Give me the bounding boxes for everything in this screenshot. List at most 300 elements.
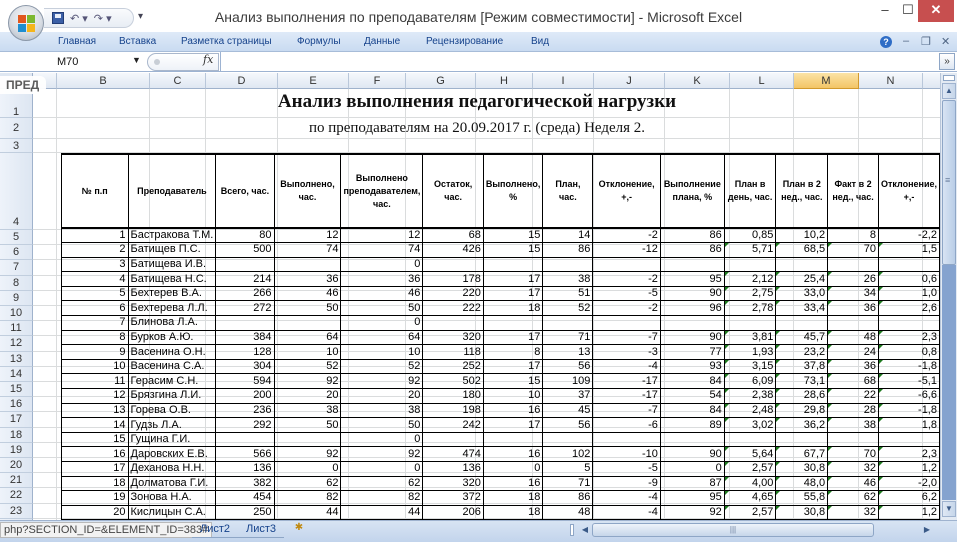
cell[interactable]: 86 [543,491,593,506]
cell[interactable]: 14 [543,228,593,243]
cell[interactable]: 272 [216,301,274,316]
cell[interactable]: -4 [593,359,660,374]
cell[interactable]: 24 [828,345,879,360]
sheet-tab-2[interactable]: Лист2 [192,522,238,538]
tab-review[interactable]: Рецензирование [426,36,504,47]
cell[interactable]: 48 [828,330,879,345]
doc-minimize-button[interactable]: – [903,35,910,47]
cell[interactable]: 4,00 [724,476,776,491]
maximize-button[interactable]: ☐ [902,2,914,17]
cell[interactable]: 0,6 [878,272,939,287]
cell[interactable]: 180 [423,389,483,404]
teacher-name-cell[interactable]: Бехтерев В.А. [128,286,216,301]
cell[interactable] [828,257,879,272]
cell[interactable]: 17 [483,330,543,345]
cell[interactable]: 77 [660,345,724,360]
cell[interactable]: 198 [423,403,483,418]
cell[interactable]: 52 [341,359,423,374]
cell[interactable]: -5 [593,462,660,477]
cell[interactable]: 68,5 [776,243,828,258]
cell[interactable]: 82 [341,491,423,506]
cell[interactable]: 594 [216,374,274,389]
cell[interactable]: 46 [341,286,423,301]
row-header[interactable]: 9 [0,291,33,306]
cell[interactable]: -1,8 [878,359,939,374]
vertical-scroll-track[interactable] [942,265,956,500]
cell[interactable]: 0 [341,257,423,272]
cell[interactable]: 48,0 [776,476,828,491]
cell[interactable]: 252 [423,359,483,374]
cell[interactable] [593,257,660,272]
cell[interactable]: 95 [660,272,724,287]
cell[interactable] [543,257,593,272]
cell[interactable]: 4,65 [724,491,776,506]
cell[interactable]: 92 [341,447,423,462]
cell[interactable]: 292 [216,418,274,433]
cell[interactable]: 64 [274,330,341,345]
tab-view[interactable]: Вид [531,36,550,47]
teacher-name-cell[interactable]: Долматова Г.И. [128,476,216,491]
cell[interactable]: 2,48 [724,403,776,418]
office-button[interactable] [8,5,44,41]
cell[interactable]: 6,2 [878,491,939,506]
cell[interactable]: 92 [660,505,724,520]
cell[interactable]: -9 [593,476,660,491]
cell[interactable]: 2,75 [724,286,776,301]
cell[interactable]: 38 [274,403,341,418]
cell[interactable] [724,257,776,272]
cell[interactable]: 382 [216,476,274,491]
cell[interactable]: 73,1 [776,374,828,389]
cell[interactable] [878,432,939,447]
cell[interactable]: 22 [828,389,879,404]
teacher-name-cell[interactable]: Батищева И.В. [128,257,216,272]
cell[interactable]: 32 [828,462,879,477]
cell[interactable] [423,257,483,272]
cell[interactable]: 51 [543,286,593,301]
cell[interactable]: 566 [216,447,274,462]
cell[interactable]: 2,3 [878,330,939,345]
cell[interactable]: 62 [274,476,341,491]
sheet-tab-3[interactable]: Лист3 [238,522,284,538]
cell[interactable]: -2 [593,228,660,243]
cell[interactable]: 12 [274,228,341,243]
cell[interactable]: 90 [660,286,724,301]
cell[interactable]: 28 [828,403,879,418]
cell[interactable]: 30,8 [776,505,828,520]
cell[interactable]: 84 [660,403,724,418]
cell[interactable]: 18 [62,476,129,491]
row-header[interactable]: 10 [0,306,33,321]
scroll-up-arrow-icon[interactable]: ▲ [942,83,956,99]
cell[interactable]: -17 [593,389,660,404]
tab-home[interactable]: Главная [58,36,97,47]
cell[interactable]: 1,2 [878,505,939,520]
row-header[interactable]: 2 [0,118,33,139]
row-header[interactable]: 3 [0,139,33,153]
row-header[interactable]: 14 [0,367,33,382]
cell[interactable]: 52 [543,301,593,316]
help-icon[interactable]: ? [880,36,892,48]
name-box-dropdown-icon[interactable]: ▼ [132,55,141,65]
cell[interactable]: -2,0 [878,476,939,491]
column-header-h[interactable]: H [476,73,533,89]
cell[interactable]: 23,2 [776,345,828,360]
insert-sheet-icon[interactable]: ✱ [294,522,304,533]
teacher-name-cell[interactable]: Зонова Н.А. [128,491,216,506]
row-header[interactable]: 21 [0,473,33,488]
cell[interactable]: 2,6 [878,301,939,316]
cell[interactable] [660,316,724,331]
cell[interactable]: 220 [423,286,483,301]
cell[interactable]: 20 [341,389,423,404]
column-header[interactable] [923,73,940,89]
cell[interactable]: 50 [274,418,341,433]
split-handle[interactable] [943,75,955,81]
cell[interactable]: 0,85 [724,228,776,243]
cell[interactable]: -4 [593,491,660,506]
cell[interactable]: 236 [216,403,274,418]
cell[interactable]: 56 [543,359,593,374]
cell[interactable]: 20 [274,389,341,404]
cell[interactable]: 0,8 [878,345,939,360]
cell[interactable] [878,316,939,331]
row-header[interactable]: 8 [0,276,33,291]
cell[interactable]: 454 [216,491,274,506]
doc-restore-button[interactable]: ❐ [921,36,931,48]
cell[interactable]: 45,7 [776,330,828,345]
cell[interactable]: 2,12 [724,272,776,287]
row-header[interactable]: 18 [0,428,33,443]
cell[interactable]: 6,09 [724,374,776,389]
cell[interactable]: 7 [62,316,129,331]
cell[interactable]: 29,8 [776,403,828,418]
row-header[interactable]: 1 [0,89,33,118]
cell[interactable]: 17 [483,359,543,374]
cell[interactable] [274,432,341,447]
teacher-name-cell[interactable]: Бурков А.Ю. [128,330,216,345]
cell[interactable]: 82 [274,491,341,506]
cell[interactable]: 502 [423,374,483,389]
cell[interactable]: 92 [274,447,341,462]
cell[interactable]: 1,8 [878,418,939,433]
cell[interactable]: 109 [543,374,593,389]
cell[interactable]: 16 [483,447,543,462]
cell[interactable]: 17 [483,286,543,301]
cell[interactable]: 5,64 [724,447,776,462]
cell[interactable]: 214 [216,272,274,287]
name-box[interactable]: M70 [57,56,79,68]
row-header[interactable]: 7 [0,260,33,275]
cell[interactable] [828,316,879,331]
teacher-name-cell[interactable]: Бастракова Т.М. [128,228,216,243]
cell[interactable] [483,316,543,331]
row-header[interactable]: 23 [0,504,33,519]
vertical-scrollbar[interactable] [940,73,957,520]
row-header[interactable]: 17 [0,412,33,427]
cell[interactable]: 2,38 [724,389,776,404]
cell[interactable]: 10 [274,345,341,360]
cell[interactable]: 92 [274,374,341,389]
cell[interactable]: 86 [543,243,593,258]
cell[interactable]: 37 [543,389,593,404]
cell[interactable]: 206 [423,505,483,520]
cell[interactable]: 178 [423,272,483,287]
cell[interactable]: 92 [341,374,423,389]
cell[interactable]: 36 [341,272,423,287]
cell[interactable]: 37,8 [776,359,828,374]
cell[interactable]: 36 [828,301,879,316]
cell[interactable]: 46 [828,476,879,491]
tab-formulas[interactable]: Формулы [297,36,341,47]
cell[interactable]: 9 [62,345,129,360]
cell[interactable]: -7 [593,403,660,418]
cell[interactable]: 266 [216,286,274,301]
cell[interactable]: -2 [593,272,660,287]
cell[interactable]: 18 [483,491,543,506]
redo-button[interactable]: ↷ ▾ [93,12,112,25]
horizontal-scroll-thumb[interactable]: ||| [592,523,874,537]
row-header[interactable]: 12 [0,336,33,351]
cell[interactable]: 5 [543,462,593,477]
teacher-name-cell[interactable]: Кислицын С.А. [128,505,216,520]
cell[interactable]: 8 [828,228,879,243]
cell[interactable]: 28,6 [776,389,828,404]
cell[interactable]: 12 [341,228,423,243]
teacher-name-cell[interactable]: Батищева Н.С. [128,272,216,287]
cell[interactable]: 48 [543,505,593,520]
cell[interactable]: 25,4 [776,272,828,287]
cell[interactable]: -3 [593,345,660,360]
horizontal-scrollbar[interactable] [570,522,940,538]
teacher-name-cell[interactable]: Даровских Е.В. [128,447,216,462]
row-header[interactable]: 11 [0,321,33,336]
cell[interactable]: 222 [423,301,483,316]
cell[interactable]: 70 [828,447,879,462]
cell[interactable]: 17 [483,272,543,287]
column-header-g[interactable]: G [406,73,476,89]
cell[interactable] [216,257,274,272]
cell[interactable]: 500 [216,243,274,258]
row-header[interactable]: 22 [0,488,33,503]
cell[interactable]: 3,02 [724,418,776,433]
cell[interactable] [660,257,724,272]
column-header-c[interactable]: C [150,73,206,89]
cell[interactable]: 8 [62,330,129,345]
cell[interactable]: 55,8 [776,491,828,506]
cell[interactable]: 70 [828,243,879,258]
cell[interactable]: 1 [62,228,129,243]
cell[interactable]: 54 [660,389,724,404]
cell[interactable]: -2 [593,301,660,316]
cell[interactable]: 86 [660,228,724,243]
formula-input[interactable] [220,52,938,71]
cell[interactable]: 62 [828,491,879,506]
cell[interactable]: 118 [423,345,483,360]
cell[interactable]: 13 [543,345,593,360]
cell[interactable]: 13 [62,403,129,418]
cell[interactable]: 36,2 [776,418,828,433]
tab-data[interactable]: Данные [364,36,401,47]
cell[interactable] [724,432,776,447]
teacher-name-cell[interactable]: Батищев П.С. [128,243,216,258]
cell[interactable]: 17 [483,418,543,433]
cell[interactable]: 1,2 [878,462,939,477]
cell[interactable]: 10 [62,359,129,374]
cell[interactable] [274,316,341,331]
cell[interactable]: 242 [423,418,483,433]
cell[interactable]: 0 [660,462,724,477]
cell[interactable]: 426 [423,243,483,258]
cell[interactable]: 17 [62,462,129,477]
row-header[interactable]: 6 [0,245,33,260]
teacher-name-cell[interactable]: Герасим С.Н. [128,374,216,389]
cell[interactable]: 10 [483,389,543,404]
cell[interactable]: 56 [543,418,593,433]
cell[interactable]: 6 [62,301,129,316]
column-header-m[interactable]: M [794,73,859,89]
column-header-i[interactable]: I [533,73,594,89]
cell[interactable]: 2,57 [724,505,776,520]
cell[interactable]: 52 [274,359,341,374]
cell[interactable]: 74 [341,243,423,258]
cell[interactable]: -12 [593,243,660,258]
cell[interactable]: -2,2 [878,228,939,243]
cell[interactable]: 18 [483,505,543,520]
cell[interactable]: 38 [543,272,593,287]
cell[interactable]: 250 [216,505,274,520]
teacher-name-cell[interactable]: Горева О.В. [128,403,216,418]
column-header-b[interactable]: B [57,73,150,89]
cell[interactable]: 68 [828,374,879,389]
cell[interactable]: 0 [274,462,341,477]
cell[interactable]: 36 [274,272,341,287]
cell[interactable]: 320 [423,476,483,491]
cell[interactable] [593,316,660,331]
row-header[interactable]: 16 [0,397,33,412]
cell[interactable]: 16 [62,447,129,462]
cell[interactable]: 12 [62,389,129,404]
cell[interactable] [423,316,483,331]
cell[interactable] [216,316,274,331]
cell[interactable]: 18 [483,301,543,316]
cell[interactable] [878,257,939,272]
cell[interactable]: 38 [341,403,423,418]
cell[interactable]: -7 [593,330,660,345]
column-header-n[interactable]: N [859,73,923,89]
row-header[interactable]: 5 [0,230,33,245]
cell[interactable]: 50 [341,418,423,433]
cell[interactable]: 128 [216,345,274,360]
cell[interactable]: -4 [593,505,660,520]
cell[interactable]: 15 [483,374,543,389]
teacher-name-cell[interactable]: Брязгина Л.И. [128,389,216,404]
cell[interactable]: 10 [341,345,423,360]
hsplit-handle[interactable] [570,524,574,536]
expand-formula-bar-button[interactable]: » [939,53,955,70]
undo-button[interactable]: ↶ ▾ [70,12,88,25]
cell[interactable]: 320 [423,330,483,345]
cell[interactable]: 15 [62,432,129,447]
cell[interactable]: 1,93 [724,345,776,360]
row-header[interactable]: 4 [0,153,33,230]
cell[interactable]: -6 [593,418,660,433]
cell[interactable] [724,316,776,331]
cell[interactable]: 1,5 [878,243,939,258]
teacher-name-cell[interactable]: Гудзь Л.А. [128,418,216,433]
column-header-l[interactable]: L [730,73,794,89]
cell[interactable] [776,432,828,447]
tab-page-layout[interactable]: Разметка страницы [181,36,272,47]
cell[interactable]: 20 [62,505,129,520]
cell[interactable]: 71 [543,476,593,491]
cell[interactable]: 136 [423,462,483,477]
cell[interactable]: 86 [660,243,724,258]
cell[interactable] [483,432,543,447]
cell[interactable]: 15 [483,243,543,258]
cell[interactable]: 384 [216,330,274,345]
cell[interactable]: 46 [274,286,341,301]
row-header[interactable]: 19 [0,443,33,458]
scroll-down-arrow-icon[interactable]: ▼ [942,501,956,517]
cell[interactable]: 0 [341,316,423,331]
cell[interactable]: 0 [483,462,543,477]
cell[interactable] [776,257,828,272]
cell[interactable]: 372 [423,491,483,506]
cell[interactable]: 44 [341,505,423,520]
cell[interactable]: 474 [423,447,483,462]
cell[interactable]: 67,7 [776,447,828,462]
row-header[interactable]: 20 [0,458,33,473]
cell[interactable] [828,432,879,447]
cell[interactable]: 19 [62,491,129,506]
cell[interactable]: 32 [828,505,879,520]
cell[interactable]: 96 [660,301,724,316]
cell[interactable]: 14 [62,418,129,433]
cell[interactable]: 136 [216,462,274,477]
cell[interactable]: 90 [660,447,724,462]
cell[interactable]: 87 [660,476,724,491]
cell[interactable]: 44 [274,505,341,520]
cell[interactable]: -10 [593,447,660,462]
cell[interactable]: 36 [828,359,879,374]
teacher-name-cell[interactable]: Бехтерева Л.Л. [128,301,216,316]
cell[interactable]: 89 [660,418,724,433]
cell[interactable] [423,432,483,447]
cell[interactable]: 15 [483,228,543,243]
cell[interactable] [274,257,341,272]
cell[interactable]: 2 [62,243,129,258]
teacher-name-cell[interactable]: Гущина Г.И. [128,432,216,447]
cell[interactable]: 26 [828,272,879,287]
cell[interactable]: 84 [660,374,724,389]
cell[interactable]: 2,78 [724,301,776,316]
cell[interactable]: -1,8 [878,403,939,418]
vertical-scroll-thumb[interactable] [942,100,956,265]
cell[interactable]: 50 [341,301,423,316]
customize-qat-button[interactable]: ▾ [138,11,144,22]
cell[interactable]: 0 [341,462,423,477]
column-header-e[interactable]: E [278,73,349,89]
cell[interactable]: 80 [216,228,274,243]
cell[interactable]: 45 [543,403,593,418]
cell[interactable] [543,316,593,331]
cell[interactable] [660,432,724,447]
column-header-k[interactable]: K [665,73,730,89]
cell[interactable]: 38 [828,418,879,433]
teacher-name-cell[interactable]: Васенина С.А. [128,359,216,374]
cell[interactable]: 0 [341,432,423,447]
